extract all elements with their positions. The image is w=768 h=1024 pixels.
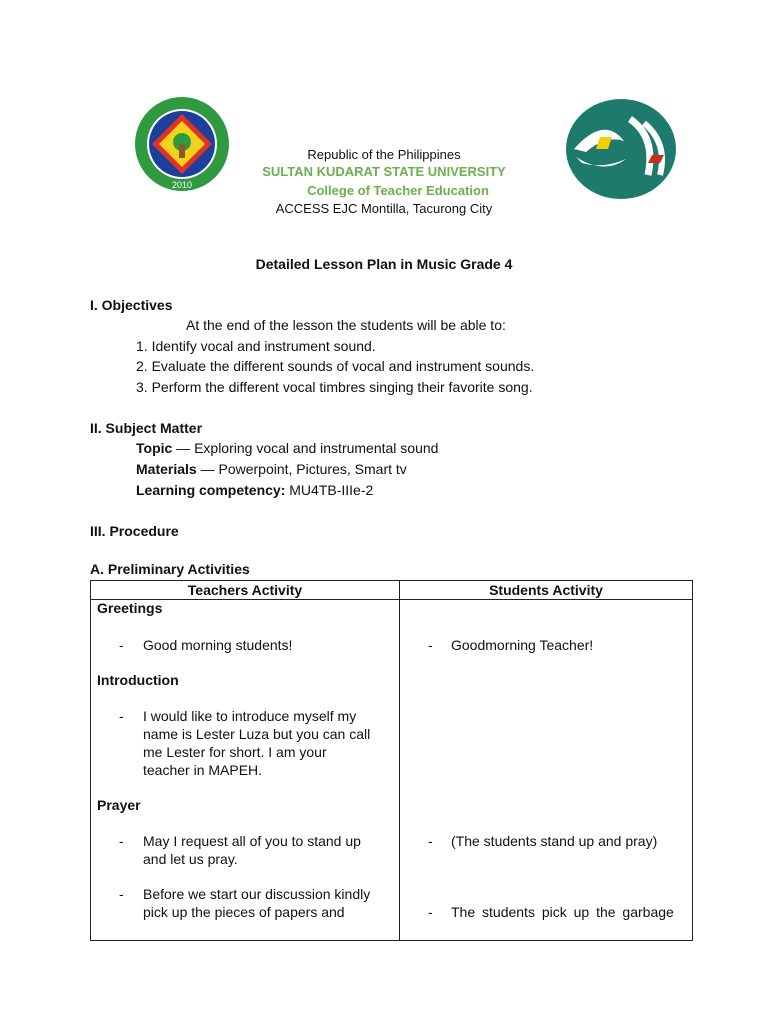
cleanup-line: pick up the pieces of papers and [143,904,345,920]
objective-item: 2. Evaluate the different sounds of vocal and instrument sounds. [136,358,535,374]
bullet-dash: - [119,886,124,902]
subject-matter-heading: II. Subject Matter [90,420,203,436]
greetings-label: Greetings [97,600,163,616]
prayer-label: Prayer [97,797,141,813]
bullet-dash: - [119,708,124,724]
bullet-dash: - [428,904,433,920]
republic-text: Republic of the Philippines [307,147,461,162]
introduction-label: Introduction [97,672,179,688]
intro-line: teacher in MAPEH. [143,762,263,778]
intro-line: I would like to introduce myself my [143,708,357,724]
materials-line [136,461,407,477]
prayer-line: and let us pray. [143,851,238,867]
materials-label: Materials [136,461,197,477]
teachers-activity-header: Teachers Activity [91,581,400,600]
seal-year-text: 2010 [171,180,193,190]
address-text: ACCESS EJC Montilla, Tacurong City [275,201,493,216]
college-name: College of Teacher Education [307,183,489,198]
topic-label: Topic [136,440,173,456]
bullet-dash: - [428,637,433,653]
university-name: SULTAN KUDARAT STATE UNIVERSITY [262,164,506,179]
greetings-students-text: Goodmorning Teacher! [451,637,594,653]
objective-item: 1. Identify vocal and instrument sound. [136,338,376,354]
objectives-intro: At the end of the lesson the students will be able to: [186,317,506,333]
greetings-teacher-text: Good morning students! [143,637,293,653]
topic-line [136,440,438,456]
cleanup-line: Before we start our discussion kindly [143,886,371,902]
activities-table [90,580,693,941]
bullet-dash: - [119,637,124,653]
competency-label: Learning competency: [136,482,286,498]
bullet-dash: - [428,833,433,849]
bullet-dash: - [119,833,124,849]
prayer-students-text: (The students stand up and pray) [451,833,658,849]
objectives-heading: I. Objectives [90,297,173,313]
competency-value: MU4TB-IIIe-2 [285,482,374,498]
teachers-activity-cell [91,600,400,941]
procedure-heading: III. Procedure [90,523,179,539]
students-activity-header: Students Activity [400,581,693,600]
prayer-line: May I request all of you to stand up [143,833,361,849]
intro-line: me Lester for short. I am your [143,744,327,760]
students-activity-cell [400,600,693,941]
page-title: Detailed Lesson Plan in Music Grade 4 [255,256,513,272]
materials-value: — Powerpoint, Pictures, Smart tv [196,461,407,477]
cleanup-students-text: The students pick up the garbage [451,904,674,920]
preliminary-heading: A. Preliminary Activities [90,561,250,577]
university-seal-logo [124,94,240,194]
objective-item: 3. Perform the different vocal timbres singing their favorite song. [136,379,533,395]
competency-line [136,482,373,498]
college-logo [564,97,678,201]
topic-value: — Exploring vocal and instrumental sound [172,440,439,456]
intro-line: name is Lester Luza but you can call [143,726,371,742]
